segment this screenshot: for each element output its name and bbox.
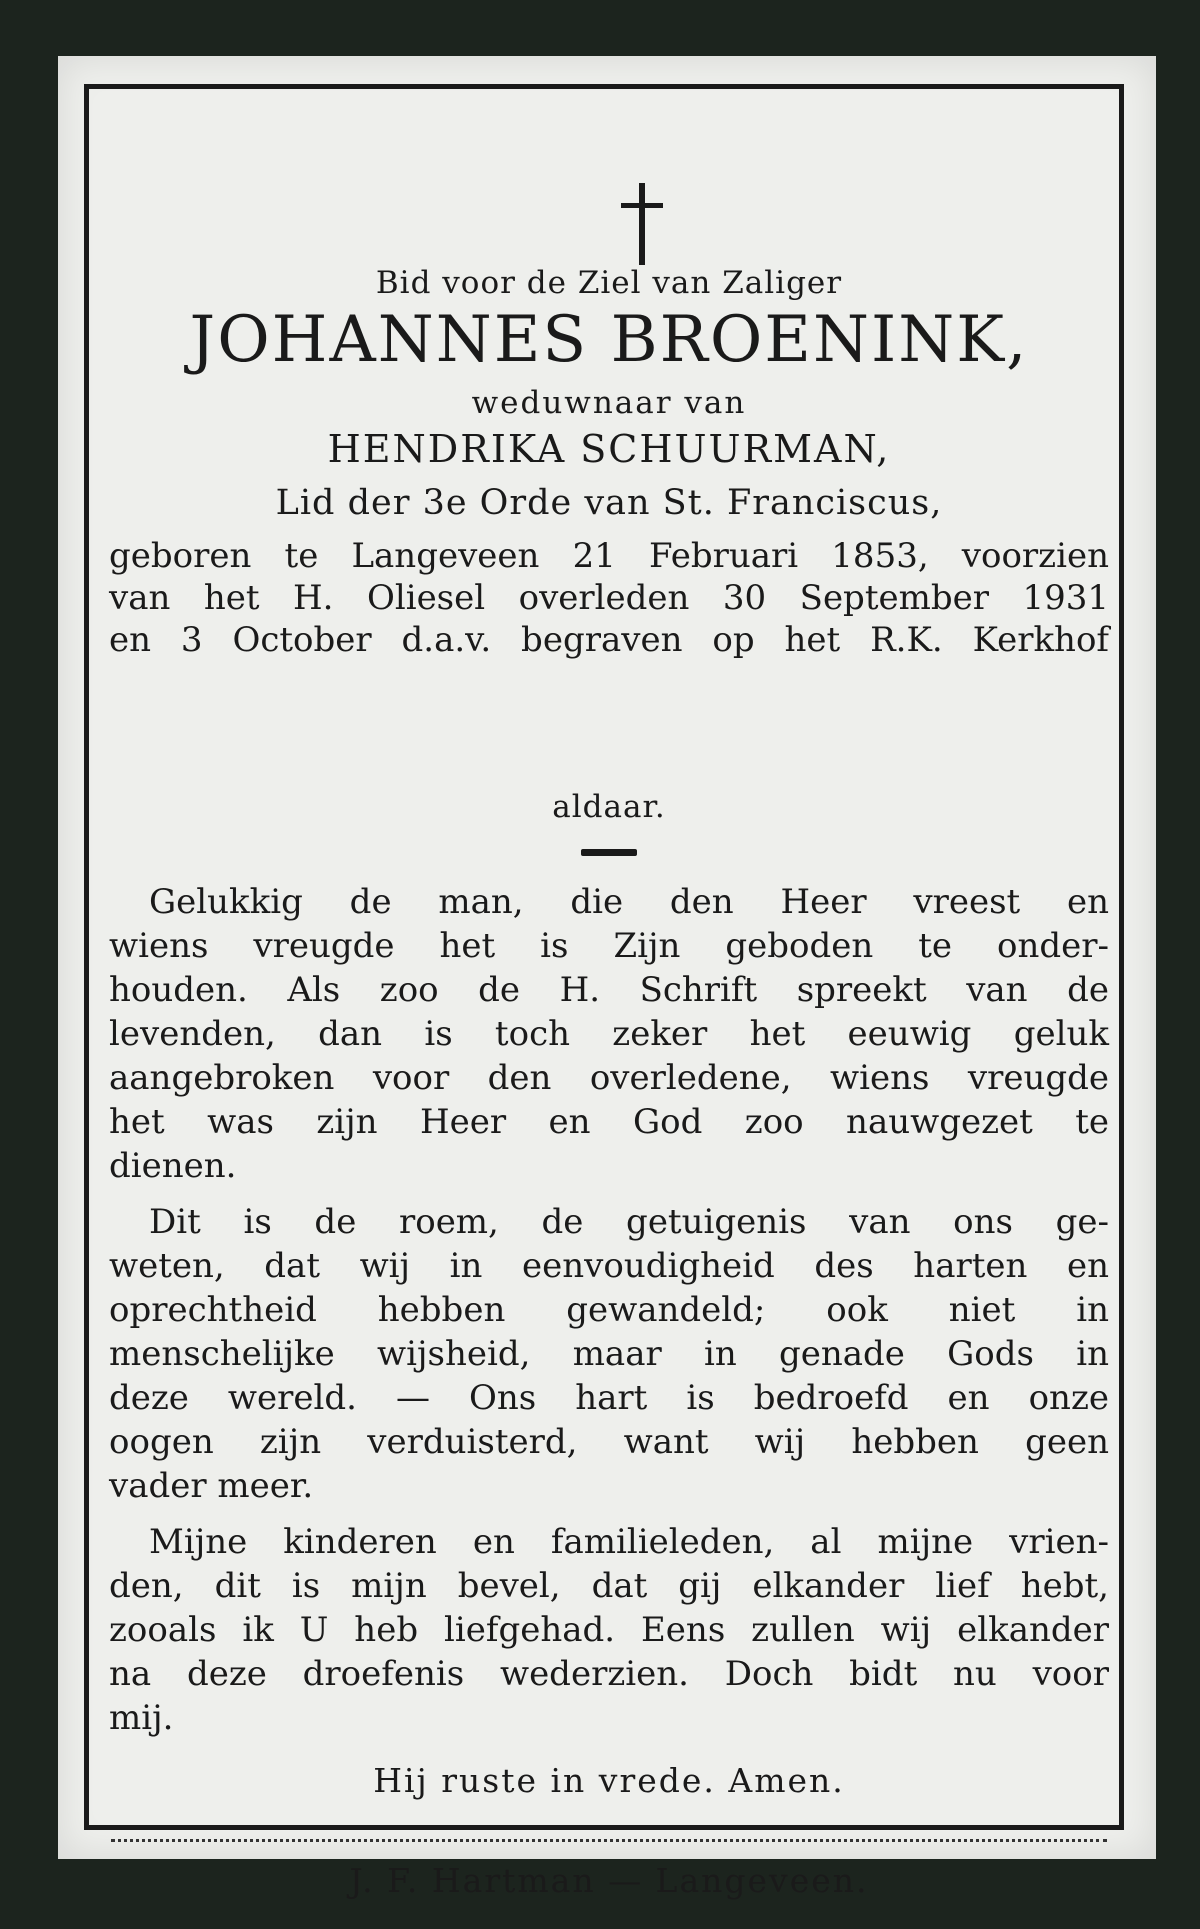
paragraph-1-line: wiens vreugde het is Zijn geboden te onder- <box>109 926 1109 966</box>
paragraph-1-line: het was zijn Heer en God zoo nauwgezet te <box>109 1102 1109 1142</box>
paragraph-2-line: Dit is de roem, de getuigenis van ons ge- <box>149 1202 1109 1242</box>
printer-credit: J. F. Hartman — Langeveen. <box>349 1861 869 1900</box>
prayer-heading: Bid voor de Ziel van Zaliger <box>375 265 843 301</box>
dotted-separator <box>111 1839 1107 1842</box>
paragraph-2-line: weten, dat wij in eenvoudigheid des harten en <box>109 1246 1109 1286</box>
paragraph-3-line: zooals ik U heb liefgehad. Eens zullen wij elkander <box>109 1610 1109 1650</box>
cross-icon <box>617 179 667 269</box>
paragraph-2-line: menschelijke wijsheid, maar in genade Gods in <box>109 1334 1109 1374</box>
spouse-name: HENDRIKA SCHUURMAN, <box>327 427 891 471</box>
paragraph-1-line: aangebroken voor den overledene, wiens vreugde <box>109 1058 1109 1098</box>
paragraph-2-line: deze wereld. — Ons hart is bedroefd en onze <box>109 1378 1109 1418</box>
birth-line: van het H. Oliesel overleden 30 September 1931 <box>109 578 1109 618</box>
paragraph-1-line: houden. Als zoo de H. Schrift spreekt van de <box>109 970 1109 1010</box>
closing-blessing: Hij ruste in vrede. Amen. <box>373 1761 845 1800</box>
card-frame <box>84 84 1124 1900</box>
paragraph-3-line: den, dit is mijn bevel, dat gij elkander lief hebt, <box>109 1566 1109 1606</box>
paragraph-3-line: na deze droefenis wederzien. Doch bidt nu voor <box>109 1654 1109 1694</box>
paragraph-1-line: levenden, dan is toch zeker het eeuwig geluk <box>109 1014 1109 1054</box>
divider <box>581 849 637 856</box>
birth-line: en 3 October d.a.v. begraven op het R.K. Kerkhof <box>109 620 1109 660</box>
paragraph-1-line: Gelukkig de man, die den Heer vreest en <box>149 882 1109 922</box>
paragraph-2-line: vader meer. <box>109 1466 314 1506</box>
paragraph-3-line: Mijne kinderen en familieleden, al mijne vrien- <box>149 1522 1109 1562</box>
paragraph-1-line: dienen. <box>109 1146 237 1186</box>
deceased-name: JOHANNES BROENINK, <box>189 303 1029 377</box>
paragraph-3-line: mij. <box>109 1698 174 1738</box>
paragraph-2-line: oprechtheid hebben gewandeld; ook niet in <box>109 1290 1109 1330</box>
memorial-card <box>58 56 1156 1900</box>
birth-line: geboren te Langeveen 21 Februari 1853, voorzien <box>109 536 1109 576</box>
relation-text: weduwnaar van <box>471 385 747 421</box>
order-membership: Lid der 3e Orde van St. Franciscus, <box>275 483 943 523</box>
birth-line-last: aldaar. <box>552 789 666 825</box>
paragraph-2-line: oogen zijn verduisterd, want wij hebben geen <box>109 1422 1109 1462</box>
